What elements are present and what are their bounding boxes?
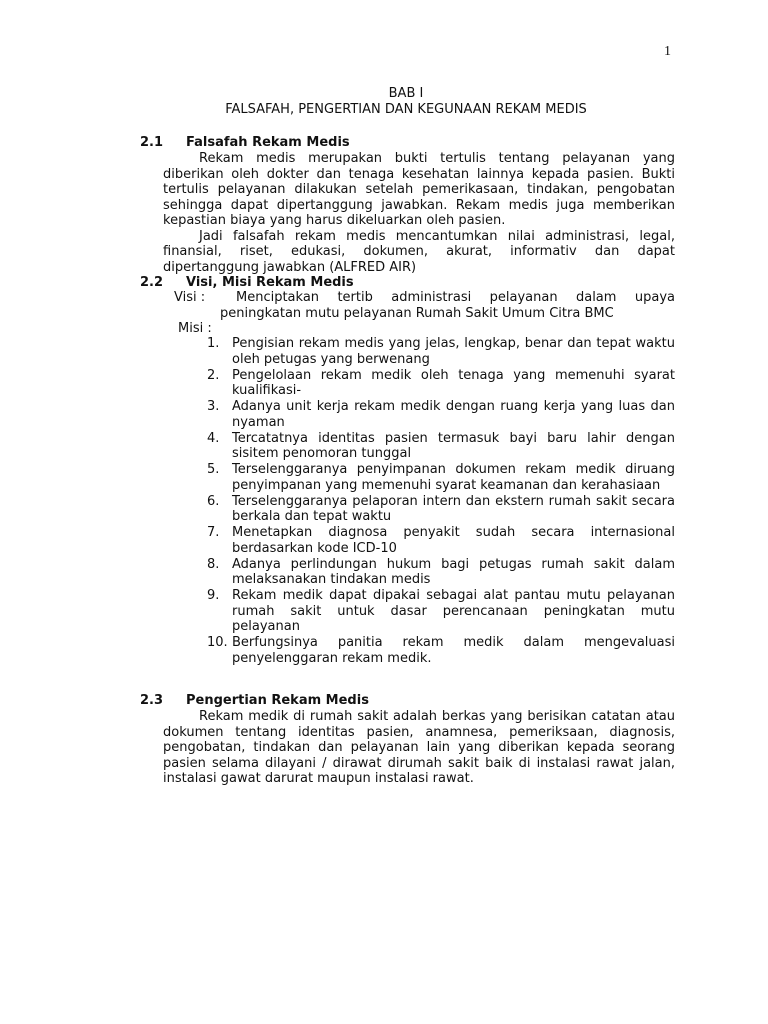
misi-item-number: 4. xyxy=(207,430,220,446)
section-heading-2-3 xyxy=(140,693,369,709)
misi-item-number: 6. xyxy=(207,493,220,509)
misi-item-number: 7. xyxy=(207,525,220,540)
misi-item xyxy=(207,368,675,399)
misi-item xyxy=(207,431,675,462)
misi-label: Misi : xyxy=(178,321,212,336)
misi-item xyxy=(207,635,675,666)
misi-item xyxy=(207,462,675,493)
misi-item xyxy=(207,494,675,525)
misi-item-text: Berfungsinya panitia rekam medik dalam mengevaluasi penyelenggaran rekam medik. xyxy=(232,635,675,666)
misi-item xyxy=(207,525,675,556)
section-title: Visi, Misi Rekam Medis xyxy=(186,275,354,290)
misi-item xyxy=(207,588,675,635)
section-title: Falsafah Rekam Medis xyxy=(186,135,350,150)
chapter-title: FALSAFAH, PENGERTIAN DAN KEGUNAAN REKAM MEDIS xyxy=(225,102,587,117)
section-2-1-body xyxy=(163,151,675,275)
misi-item xyxy=(207,336,675,367)
misi-item-number: 1. xyxy=(207,336,220,351)
paragraph: Rekam medis merupakan bukti tertulis tentang pelayanan yang diberikan oleh dokter dan tenaga kesehatan lainnya kepada pasien. Bukti tertulis pelayanan dilakukan setelah pemerikasaan, tindakan, pengobatan sehingga dapat dipertanggung jawabkan. Rekam medis juga memberikan kepastian biaya yang harus dikeluarkan oleh pasien. xyxy=(163,151,675,228)
section-number: 2.1 xyxy=(140,135,164,150)
misi-item-number: 2. xyxy=(207,367,220,383)
section-number: 2.3 xyxy=(140,693,164,708)
visi-text-line1: Menciptakan tertib administrasi pelayanan dalam upaya xyxy=(236,290,675,305)
misi-item-text: Adanya unit kerja rekam medik dengan ruang kerja yang luas dan nyaman xyxy=(232,399,675,430)
misi-item-text: Terselenggaranya penyimpanan dokumen rekam medik diruang penyimpanan yang memenuhi syarat keamanan dan kerahasiaan xyxy=(232,462,675,493)
section-2-3-body xyxy=(163,709,675,787)
misi-item-number: 10. xyxy=(207,635,228,650)
paragraph: Jadi falsafah rekam medis mencantumkan nilai administrasi, legal, finansial, riset, edukasi, dokumen, akurat, informativ dan dapat dipertanggung jawabkan (ALFRED AIR) xyxy=(163,228,675,275)
misi-item-text: Tercatatnya identitas pasien termasuk bayi baru lahir dengan sisitem penomoran tunggal xyxy=(232,430,675,461)
misi-item-number: 3. xyxy=(207,399,220,414)
page-number: 1 xyxy=(664,44,671,59)
paragraph: Rekam medik di rumah sakit adalah berkas yang berisikan catatan atau dokumen tentang identitas pasien, anamnesa, pemeriksaan, diagnosis, pengobatan, tindakan dan pelayanan lain yang diberikan kepada seorang pasien selama dilayani / dirawat dirumah sakit baik di instalasi rawat jalan, instalasi gawat darurat maupun instalasi rawat. xyxy=(163,709,675,786)
chapter-heading xyxy=(138,86,674,118)
misi-item-text: Rekam medik dapat dipakai sebagai alat pantau mutu pelayanan rumah sakit untuk dasar perencanaan peningkatan mutu pelayanan xyxy=(232,588,675,634)
misi-item-number: 9. xyxy=(207,588,220,603)
visi-block xyxy=(174,290,675,321)
misi-list xyxy=(207,336,675,667)
misi-item-text: Menetapkan diagnosa penyakit sudah secara internasional berdasarkan kode ICD-10 xyxy=(232,525,675,556)
misi-item xyxy=(207,557,675,588)
misi-item-text: Pengelolaan rekam medik oleh tenaga yang memenuhi syarat kualifikasi- xyxy=(232,367,675,398)
misi-item-number: 5. xyxy=(207,462,220,477)
section-number: 2.2 xyxy=(140,275,164,290)
misi-item-text: Pengisian rekam medis yang jelas, lengkap, benar dan tepat waktu oleh petugas yang berwenang xyxy=(232,336,675,367)
section-heading-2-2 xyxy=(140,275,354,291)
misi-item-text: Terselenggaranya pelaporan intern dan ekstern rumah sakit secara berkala dan tepat waktu xyxy=(232,493,675,524)
misi-item-number: 8. xyxy=(207,556,220,572)
visi-text-line2: peningkatan mutu pelayanan Rumah Sakit Umum Citra BMC xyxy=(220,305,614,321)
misi-item-text: Adanya perlindungan hukum bagi petugas rumah sakit dalam melaksanakan tindakan medis xyxy=(232,556,675,587)
section-heading-2-1 xyxy=(140,135,350,151)
chapter-label: BAB I xyxy=(388,86,424,101)
misi-item xyxy=(207,399,675,430)
section-title: Pengertian Rekam Medis xyxy=(186,693,369,708)
visi-label: Visi : xyxy=(174,290,206,305)
